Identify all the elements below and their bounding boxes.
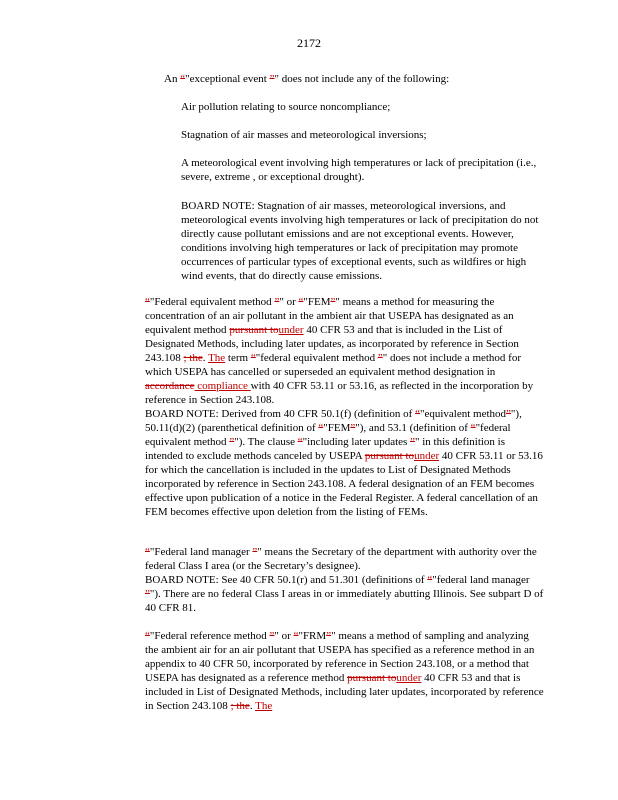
text-run: "). There are no federal Class I areas in or immediately abutting Illinois. See subpart D of 40 CFR 81. bbox=[145, 588, 544, 614]
deleted-text: pursuant to bbox=[364, 450, 415, 462]
text-run: " means the Secretary of the department with authority over the federal Class I area (or the Secretary’s designee). bbox=[145, 546, 537, 572]
deleted-quote: ” bbox=[145, 588, 150, 600]
text-run: 40 CFR 53 and that is included in List of Designated Methods, including later updates, incorporated by reference in Section 243.108 bbox=[145, 672, 544, 712]
text-run: 40 CFR 53 and that is included in the List of Designated Methods, including later updates, as incorporated by reference in Section 243.108 bbox=[145, 324, 519, 364]
text-run: "), and 53.1 (definition of bbox=[355, 422, 471, 434]
deleted-text: ; the bbox=[230, 700, 250, 712]
text-run: "equivalent method bbox=[419, 408, 507, 420]
exceptional-event-intro bbox=[164, 72, 564, 86]
text-run: "including later updates bbox=[302, 436, 411, 448]
exclusion-item: A meteorological event involving high temperatures or lack of precipitation (i.e., severe, extreme , or exceptional drought). bbox=[181, 157, 537, 183]
deleted-quote: “ bbox=[318, 422, 324, 434]
board-note: BOARD NOTE: Stagnation of air masses, meteorological inversions, and meteorological events involving high temperatures or lack of precipitation do not directly cause pollutant emissions and are not exceptional events. However, conditions involving high temperatures or lack of precipitation may promote occurrences of particular types of exceptional events, such as wildfires or high wind events, that do directly cause emissions. bbox=[181, 200, 539, 282]
deleted-quote: ” bbox=[229, 436, 235, 448]
deleted-quote: “ bbox=[415, 408, 420, 420]
inserted-text: under bbox=[414, 450, 440, 462]
text-run: " means a method of sampling and analyzing the ambient air for an air pollutant that USEPA has specified as a reference method in an appendix to 40 CFR 50, incorporated by reference in Section 243.108, or a method that USEPA has designated as a reference method bbox=[145, 630, 535, 684]
inserted-text: under bbox=[396, 672, 422, 684]
text-run: "FEM bbox=[323, 422, 351, 434]
defined-term: "Federal equivalent method bbox=[149, 296, 275, 308]
text-run: " means a method for measuring the concentration of an air pollutant in the ambient air that USEPA has designated as an equivalent method bbox=[145, 296, 514, 336]
board-note bbox=[145, 407, 545, 519]
deleted-quote: “ bbox=[180, 73, 186, 85]
inserted-text: The bbox=[255, 700, 273, 712]
text-run: BOARD NOTE: See 40 CFR 50.1(r) and 51.301 (definitions of bbox=[145, 574, 428, 586]
definition-federal-equivalent-method bbox=[145, 295, 545, 519]
intro-pre: An bbox=[164, 73, 181, 85]
intro-post: " does not include any of the following: bbox=[274, 73, 450, 85]
defined-term: "Federal reference method bbox=[149, 630, 270, 642]
text-run: " or bbox=[279, 296, 299, 308]
deleted-text: pursuant to bbox=[229, 324, 279, 336]
defined-term: "exceptional event bbox=[185, 73, 270, 85]
defined-term: "federal equivalent method bbox=[255, 352, 378, 364]
text-run: . bbox=[249, 700, 256, 712]
text-run: " in this definition is intended to exclude methods canceled by USEPA bbox=[145, 436, 506, 462]
text-run: "federal equivalent method bbox=[145, 422, 511, 448]
deleted-quote: “ bbox=[298, 296, 304, 308]
exclusion-item: Air pollution relating to source noncompliance; bbox=[181, 101, 391, 113]
deleted-quote: “ bbox=[427, 574, 433, 586]
deleted-quote: “ bbox=[145, 546, 150, 558]
definition-federal-reference-method bbox=[145, 629, 545, 713]
deleted-quote: “ bbox=[293, 630, 299, 642]
deleted-quote: ” bbox=[252, 546, 258, 558]
deleted-quote: ” bbox=[410, 436, 415, 448]
board-note bbox=[145, 573, 545, 615]
text-run: term bbox=[225, 352, 251, 364]
deleted-quote: “ bbox=[145, 296, 150, 308]
deleted-quote: ” bbox=[330, 296, 336, 308]
deleted-quote: ” bbox=[377, 352, 383, 364]
deleted-quote: ” bbox=[274, 296, 280, 308]
deleted-text: ; the bbox=[183, 352, 203, 364]
deleted-quote: “ bbox=[297, 436, 303, 448]
text-run: BOARD NOTE: Derived from 40 CFR 50.1(f) (definition of bbox=[145, 408, 416, 420]
text-run: with 40 CFR 53.11 or 53.16, as reflected in the incorporation by reference in Section 243.108. bbox=[145, 380, 534, 406]
text-run: 40 CFR 53.11 or 53.16 for which the cancellation is included in the updates to List of Designated Methods incorporated by reference in Section 243.108. A federal designation of an FEM becomes effective upon publication of a notice in the Federal Register. A federal cancellation of an FEM becomes effective upon deletion from the listing of FEMs. bbox=[145, 450, 543, 518]
deleted-quote: ” bbox=[269, 630, 275, 642]
definition-federal-land-manager bbox=[145, 545, 545, 615]
defined-term: "Federal land manager bbox=[149, 546, 253, 558]
deleted-quote: “ bbox=[145, 630, 150, 642]
deleted-text: accordance bbox=[145, 380, 195, 392]
page-number: 2172 bbox=[297, 36, 321, 50]
deleted-quote: “ bbox=[250, 352, 256, 364]
deleted-quote: ” bbox=[326, 630, 332, 642]
deleted-quote: ” bbox=[269, 73, 275, 85]
deleted-quote: ” bbox=[350, 422, 356, 434]
deleted-quote: “ bbox=[470, 422, 476, 434]
text-run: "). The clause bbox=[234, 436, 298, 448]
deleted-text: pursuant to bbox=[347, 672, 397, 684]
defined-term: "FEM bbox=[303, 296, 331, 308]
inserted-text: The bbox=[208, 352, 226, 364]
text-run: "federal land manager bbox=[432, 574, 530, 586]
text-run: " or bbox=[274, 630, 294, 642]
text-run: " does not include a method for which USEPA has cancelled or superseded an equivalent method designation in bbox=[145, 352, 522, 378]
exclusion-item: Stagnation of air masses and meteorological inversions; bbox=[181, 129, 427, 141]
text-run: "), 50.11(d)(2) (parenthetical definition of bbox=[145, 408, 522, 434]
defined-term: "FRM bbox=[298, 630, 327, 642]
text-run: . bbox=[202, 352, 209, 364]
inserted-text: compliance bbox=[194, 380, 251, 392]
deleted-quote: ” bbox=[506, 408, 511, 420]
inserted-text: under bbox=[278, 324, 304, 336]
